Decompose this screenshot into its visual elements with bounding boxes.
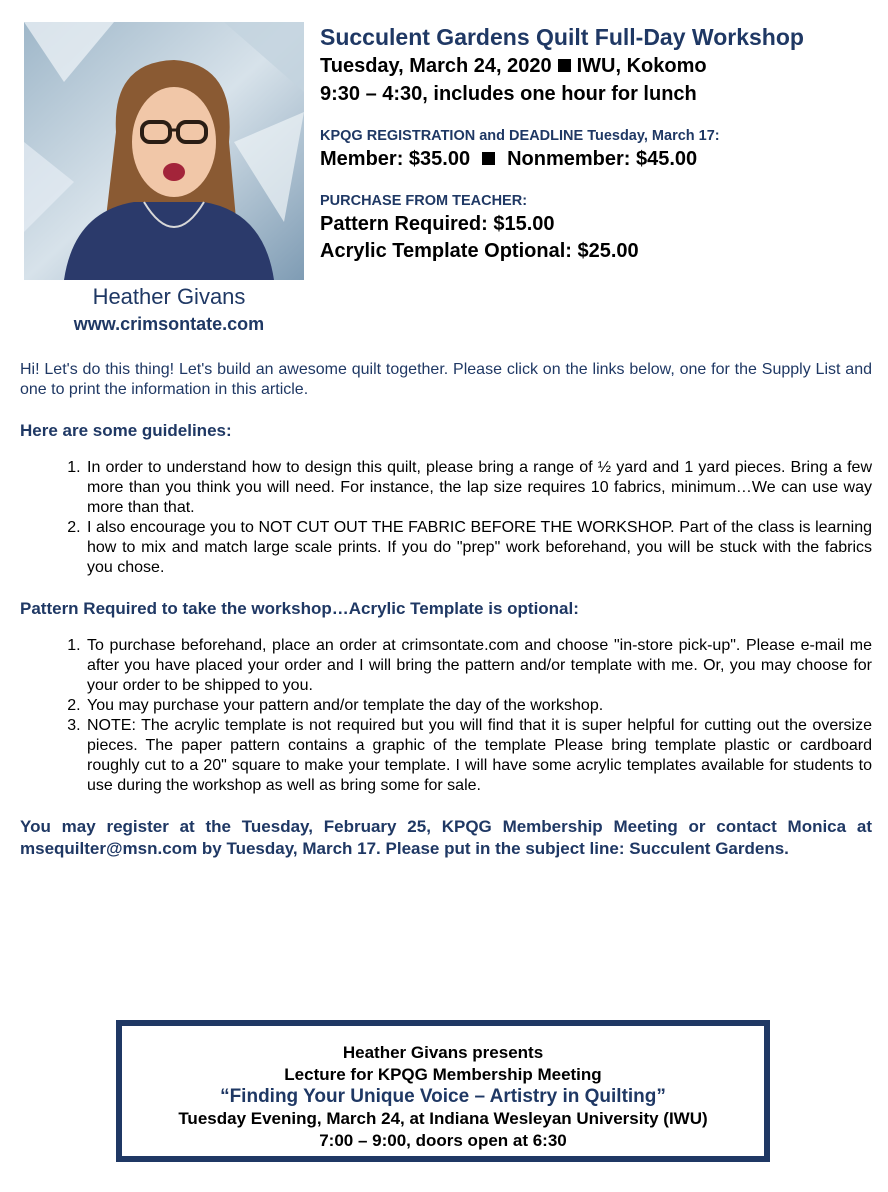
workshop-title: Succulent Gardens Quilt Full-Day Workshop — [320, 24, 804, 50]
lecture-meeting: Lecture for KPQG Membership Meeting — [284, 1065, 602, 1084]
list-item: 1. To purchase beforehand, place an order at crimsontate.com and choose "in-store pick-up". Please e-mail me after you have placed your order and I will bring the pattern and/or template with me. Or, you may choose for your order to be shipped to you. — [85, 636, 872, 696]
list-item: 2. I also encourage you to NOT CUT OUT THE FABRIC BEFORE THE WORKSHOP. Part of the class is learning how to mix and match large scale prints. If you do "prep" work beforehand, you will be stuck with the fabrics you chose. — [85, 518, 872, 578]
workshop-date: Tuesday, March 24, 2020 — [320, 55, 552, 77]
pattern-price: Pattern Required: $15.00 — [320, 213, 555, 235]
workshop-location: IWU, Kokomo — [576, 55, 707, 77]
teacher-name: Heather Givans — [92, 284, 246, 309]
pattern-heading: Pattern Required to take the workshop…Acrylic Template is optional: — [20, 599, 579, 618]
workshop-date-location — [320, 52, 880, 80]
lecture-time: 7:00 – 9:00, doors open at 6:30 — [319, 1131, 567, 1150]
square-bullet-icon — [482, 152, 495, 165]
teacher-photo — [24, 22, 304, 280]
list-item: 3. NOTE: The acrylic template is not required but you will find that it is super helpful for cutting out the oversize pieces. The paper pattern contains a graphic of the template Please bring template plastic or cardboard roughly cut to a 20" square to make your template. I will have some acrylic templates available for students to use during the workshop as well as bring some for sale. — [85, 716, 872, 796]
teacher-website[interactable]: www.crimsontate.com — [73, 314, 265, 334]
list-item: 1. In order to understand how to design this quilt, please bring a range of ½ yard and 1 yard pieces. Bring a few more than you think you will need. For instance, the lap size requires 10 fabrics, minimum…We can use way more than that. — [85, 458, 872, 518]
registration-info: You may register at the Tuesday, February 25, KPQG Membership Meeting or contact Monica at msequilter@msn.com by Tuesday, March 17. Please put in the subject line: Succulent Gardens. — [20, 817, 872, 858]
article-body — [20, 360, 872, 860]
lecture-presenter: Heather Givans presents — [342, 1043, 544, 1062]
list-item: 2. You may purchase your pattern and/or template the day of the workshop. — [85, 696, 872, 716]
workshop-time: 9:30 – 4:30, includes one hour for lunch — [320, 83, 697, 105]
guidelines-heading: Here are some guidelines: — [20, 421, 232, 440]
lecture-box — [116, 1020, 770, 1162]
teacher-photo-image — [24, 22, 304, 280]
lecture-title: “Finding Your Unique Voice – Artistry in Quilting” — [220, 1086, 666, 1107]
pattern-list — [20, 636, 872, 796]
guidelines-list — [20, 458, 872, 578]
intro-text: Hi! Let's do this thing! Let's build an awesome quilt together. Please click on the links below, one for the Supply List and one to print the information in this article. — [20, 361, 872, 398]
member-price: Member: $35.00 — [320, 148, 471, 170]
nonmember-price: Nonmember: $45.00 — [507, 148, 698, 170]
square-bullet-icon — [558, 59, 571, 72]
registration-label: KPQG REGISTRATION and DEADLINE Tuesday, March 17: — [320, 128, 720, 144]
template-price: Acrylic Template Optional: $25.00 — [320, 240, 639, 262]
workshop-header — [320, 22, 880, 265]
purchase-label: PURCHASE FROM TEACHER: — [320, 193, 528, 209]
lecture-date-venue: Tuesday Evening, March 24, at Indiana Wesleyan University (IWU) — [178, 1109, 708, 1128]
prices — [320, 146, 880, 173]
